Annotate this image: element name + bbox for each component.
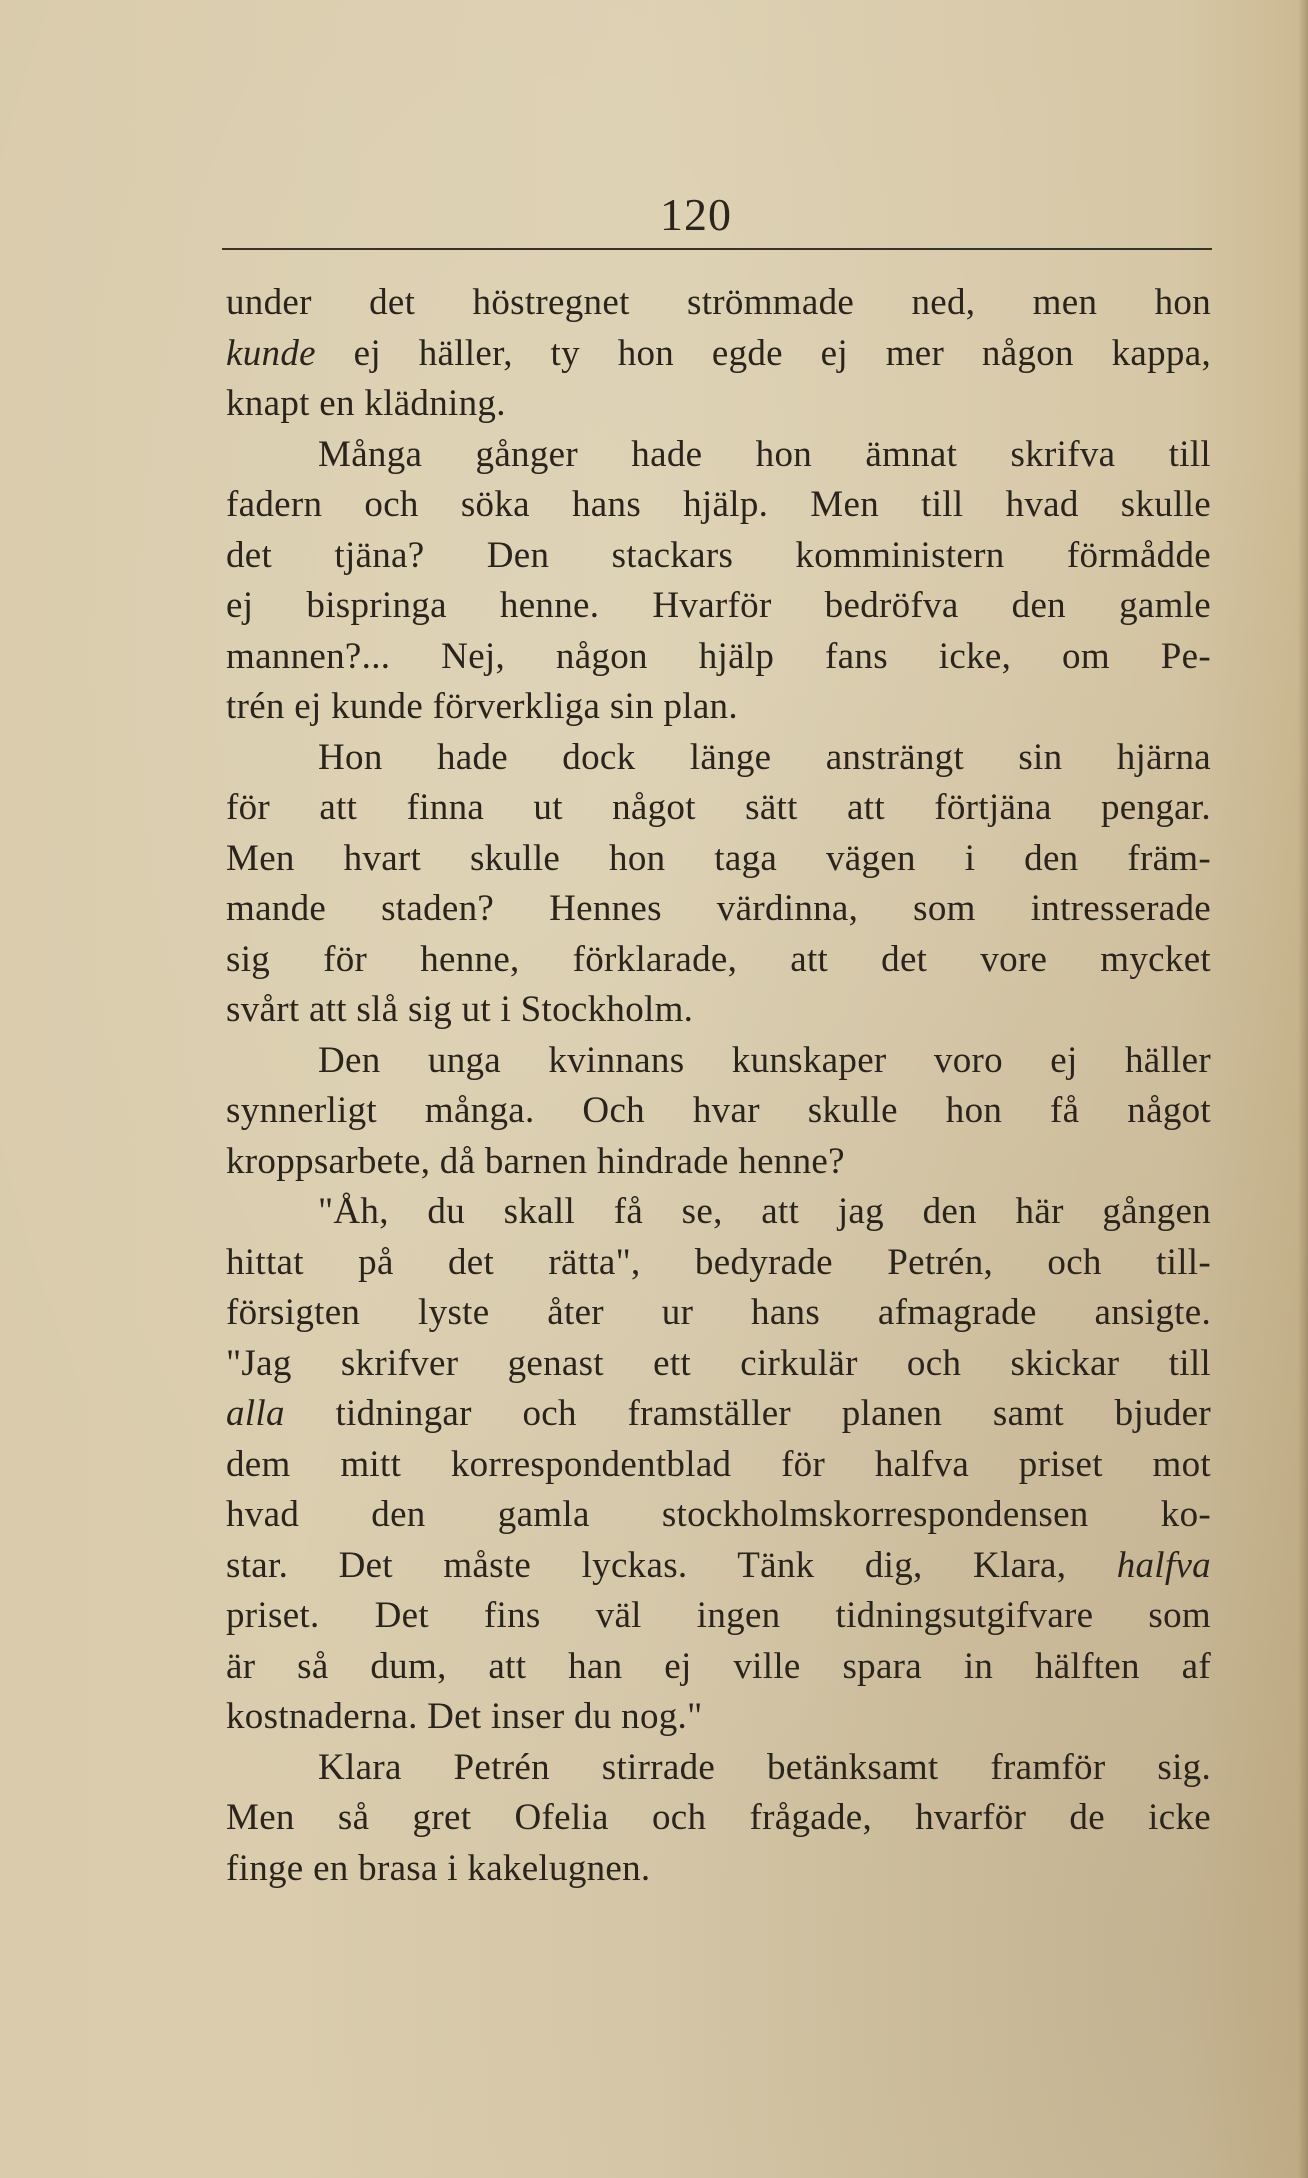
text-line [226,1036,1211,1087]
text-segment: priset. Det fins väl ingen tidningsutgifvare som [226,1595,1211,1636]
text-segment: svårt att slå sig ut i Stockholm. [226,989,694,1030]
text-segment: Men hvart skulle hon taga vägen i den främ- [226,837,1211,879]
italic-word: kunde [226,332,316,374]
text-segment: kroppsarbete, då barnen hindrade henne? [226,1140,845,1182]
text-line [226,1793,1211,1844]
text-line [226,480,1211,531]
text-line [226,379,1211,430]
text-line [226,278,1211,329]
text-segment: finge en brasa i kakelugnen. [226,1847,651,1889]
text-line [226,1238,1211,1289]
text-segment: mannen?... Nej, någon hjälp fans icke, om Pe- [226,635,1211,677]
text-line [226,632,1211,683]
text-segment: Många gånger hade hon ämnat skrifva till [318,433,1211,475]
text-segment: "Åh, du skall få se, att jag den här gången [318,1191,1211,1232]
text-line [226,1137,1211,1188]
text-line [226,581,1211,632]
text-line [226,329,1211,380]
text-segment: star. Det måste lyckas. Tänk dig, Klara, [226,1544,1117,1586]
text-line [226,834,1211,885]
text-line [226,1440,1211,1491]
text-line [226,1541,1211,1592]
body-text [226,278,1211,1894]
text-segment: för att finna ut något sätt att förtjäna pengar. [226,787,1211,828]
text-segment: hvad den gamla stockholmskorrespondensen ko- [226,1494,1211,1535]
text-line [226,1086,1211,1137]
text-line [226,1339,1211,1390]
text-segment: ej bispringa henne. Hvarför bedröfva den gamle [226,585,1211,626]
text-line [226,1692,1211,1743]
text-line [226,1490,1211,1541]
italic-word: halfva [1116,1544,1211,1586]
text-segment: kostnaderna. Det inser du nog." [226,1696,703,1737]
text-segment: mande staden? Hennes värdinna, som intresserade [226,888,1211,929]
page-number: 120 [660,189,732,240]
text-line [226,1591,1211,1642]
text-line [226,1187,1211,1238]
text-line [226,783,1211,834]
text-line [226,884,1211,935]
text-segment: under det höstregnet strömmade ned, men hon [226,282,1211,323]
text-segment: det tjäna? Den stackars komministern förmådde [226,534,1211,576]
italic-word: alla [226,1393,285,1434]
text-line [226,733,1211,784]
text-segment: ej häller, ty hon egde ej mer någon kappa, [315,332,1211,374]
text-line [226,1642,1211,1693]
text-segment: Klara Petrén stirrade betänksamt framför sig. [318,1746,1211,1788]
text-segment: tidningar och framställer planen samt bjuder [284,1393,1211,1434]
text-line [226,1288,1211,1339]
text-segment: Den unga kvinnans kunskaper voro ej häller [318,1039,1211,1081]
text-line [226,935,1211,986]
text-segment: är så dum, att han ej ville spara in hälften af [226,1645,1211,1687]
text-line [226,1844,1211,1895]
text-line [226,682,1211,733]
page-edge-shadow [1298,0,1308,2178]
text-line [226,430,1211,481]
header-rule [222,248,1212,250]
text-segment: trén ej kunde förverkliga sin plan. [226,686,738,727]
text-line [226,1389,1211,1440]
text-line [226,531,1211,582]
text-segment: synnerligt många. Och hvar skulle hon få något [226,1090,1211,1131]
text-segment: sig för henne, förklarade, att det vore mycket [226,938,1211,980]
text-segment: "Jag skrifver genast ett cirkulär och skickar till [226,1342,1211,1384]
text-segment: dem mitt korrespondentblad för halfva priset mot [226,1443,1211,1485]
text-segment: hittat på det rätta", bedyrade Petrén, och till- [226,1241,1211,1283]
text-segment: knapt en klädning. [226,383,506,424]
text-line [226,985,1211,1036]
text-segment: försigten lyste åter ur hans afmagrade ansigte. [226,1292,1211,1333]
text-segment: Men så gret Ofelia och frågade, hvarför de icke [226,1797,1211,1838]
text-segment: Hon hade dock länge ansträngt sin hjärna [318,736,1211,778]
text-segment: fadern och söka hans hjälp. Men till hvad skulle [226,484,1211,525]
text-line [226,1743,1211,1794]
